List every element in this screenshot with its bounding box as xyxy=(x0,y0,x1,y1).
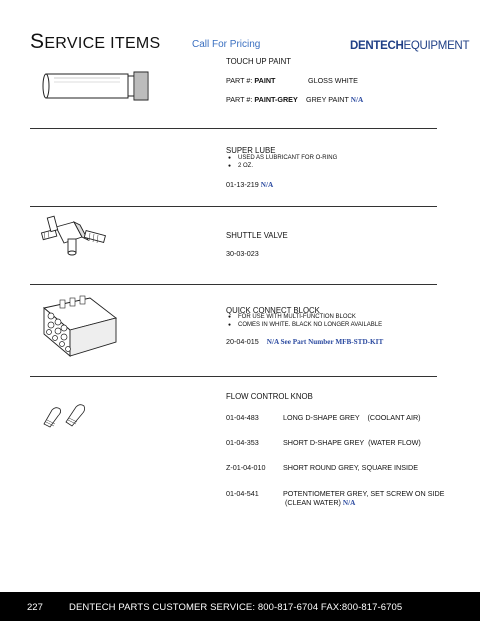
paint-grey-desc: GREY PAINT N/A xyxy=(306,95,364,104)
flow-control-knob-image xyxy=(40,400,96,430)
quick-connect-block-image xyxy=(40,294,120,360)
shuttle-valve-image xyxy=(40,213,112,259)
flow-desc-353: SHORT D-SHAPE GREY (WATER FLOW) xyxy=(283,438,421,447)
quick-connect-title: QUICK CONNECT BLOCK xyxy=(226,306,320,315)
page-title: SERVICE ITEMS xyxy=(30,30,161,53)
customer-service-info: DENTECH PARTS CUSTOMER SERVICE: 800-817-6704 FAX:800-817-6705 xyxy=(69,602,403,613)
paint-desc: GLOSS WHITE xyxy=(308,76,358,85)
section-divider xyxy=(30,206,437,207)
dentech-logo: DENTECHEQUIPMENT xyxy=(350,40,470,52)
paint-tube-image xyxy=(40,66,152,106)
list-item: ● FOR USE WITH MULTI-FUNCTION BLOCK xyxy=(226,313,382,321)
paint-grey-part-row: PART #: PAINT-GREY xyxy=(226,95,298,104)
quick-connect-part: 20-04-015 N/A See Part Number MFB-STD-KIT xyxy=(226,337,384,346)
touch-up-paint-title: TOUCH UP PAINT xyxy=(226,57,291,66)
section-divider xyxy=(30,128,437,129)
super-lube-part: 01-13-219 N/A xyxy=(226,180,274,189)
list-item: ● COMES IN WHITE. BLACK NO LONGER AVAILABLE xyxy=(226,321,382,329)
flow-desc-541: POTENTIOMETER GREY, SET SCREW ON SIDE xyxy=(283,489,445,498)
section-divider xyxy=(30,376,437,377)
footer-bar xyxy=(0,592,480,621)
not-available-label: N/A xyxy=(342,499,356,507)
quick-connect-bullets xyxy=(226,313,382,329)
super-lube-title: SUPER LUBE xyxy=(226,146,276,155)
page-number: 227 xyxy=(27,602,43,613)
not-available-label: N/A xyxy=(260,181,274,189)
flow-control-title: FLOW CONTROL KNOB xyxy=(226,392,313,401)
flow-part-353: 01-04-353 xyxy=(226,438,259,447)
shuttle-valve-part: 30-03-023 xyxy=(226,249,259,258)
not-available-label: N/A xyxy=(350,96,364,104)
flow-part-541: 01-04-541 xyxy=(226,489,259,498)
flow-part-483: 01-04-483 xyxy=(226,413,259,422)
super-lube-bullets xyxy=(226,154,337,170)
section-divider xyxy=(30,284,437,285)
shuttle-valve-title: SHUTTLE VALVE xyxy=(226,231,288,240)
flow-desc-541-line2: (CLEAN WATER) N/A xyxy=(285,498,356,507)
call-for-pricing-link[interactable]: Call For Pricing xyxy=(192,39,261,50)
flow-desc-483: LONG D-SHAPE GREY (COOLANT AIR) xyxy=(283,413,421,422)
flow-desc-010: SHORT ROUND GREY, SQUARE INSIDE xyxy=(283,463,418,472)
flow-part-010: Z-01-04-010 xyxy=(226,463,266,472)
paint-part-row: PART #: PAINT xyxy=(226,76,276,85)
not-available-label: N/A See Part Number MFB-STD-KIT xyxy=(266,338,384,346)
list-item: ● 2 OZ. xyxy=(226,162,337,170)
list-item: ● USED AS LUBRICANT FOR O-RING xyxy=(226,154,337,162)
